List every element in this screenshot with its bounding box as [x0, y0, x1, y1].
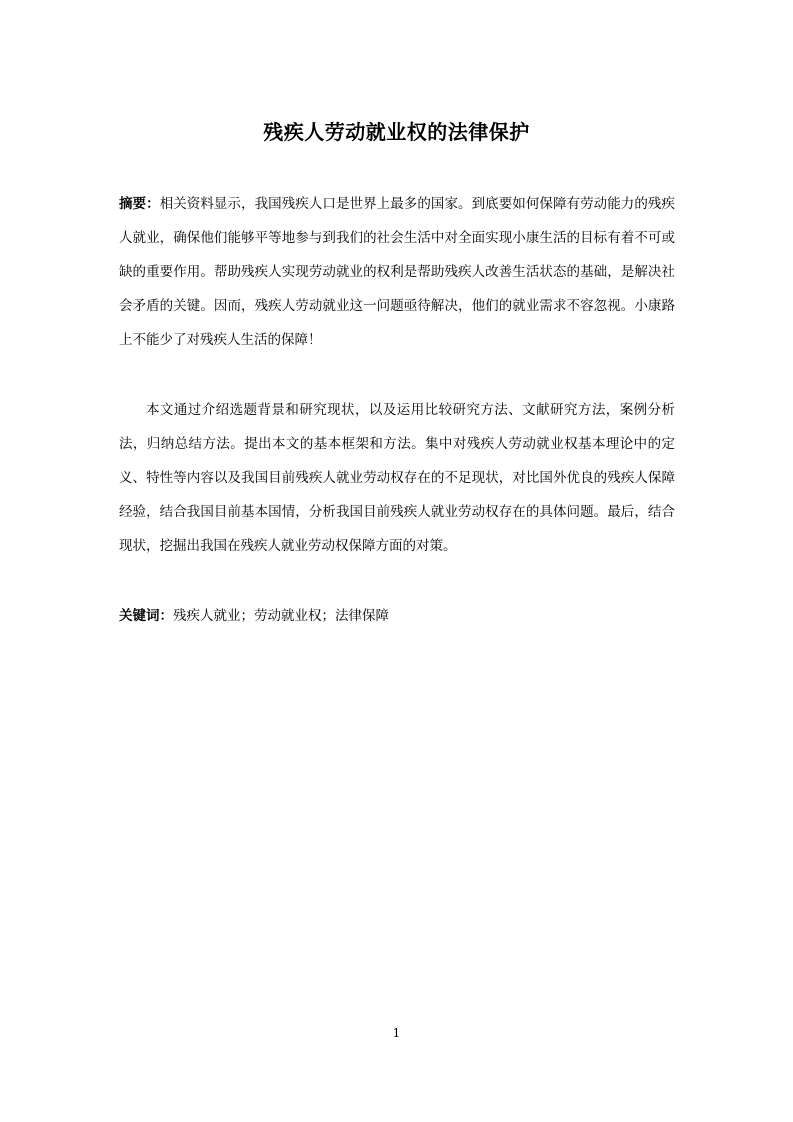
abstract-paragraph [119, 187, 675, 357]
keywords-line [119, 604, 675, 628]
keywords-label: 关键词： [119, 608, 173, 624]
page-number: 1 [392, 1026, 401, 1040]
abstract-text: 相关资料显示，我国残疾人口是世界上最多的国家。到底要如何保障有劳动能力的残疾人就业，确保他们能够平等地参与到我们的社会生活中对全面实现小康生活的目标有着不可或缺的重要作用。帮助残疾人实现劳动就业的权利是帮助残疾人改善生活状态的基础，是解决社会矛盾的关键。因而，残疾人劳动就业这一问题亟待解决，他们的就业需求不容忽视。小康路上不能少了对残疾人生活的保障！ [119, 196, 675, 348]
page-title: 残疾人劳动就业权的法律保护 [263, 120, 530, 144]
keywords-text: 残疾人就业；劳动就业权；法律保障 [173, 608, 389, 624]
abstract-label: 摘要： [119, 196, 160, 212]
body-paragraph: 本文通过介绍选题背景和研究现状，以及运用比较研究方法、文献研究方法，案例分析法，归纳总结方法。提出本文的基本框架和方法。集中对残疾人劳动就业权基本理论中的定义、特性等内容以及我国目前残疾人就业劳动权存在的不足现状，对比国外优良的残疾人保障经验，结合我国目前基本国情，分析我国目前残疾人就业劳动权存在的具体问题。最后，结合现状，挖掘出我国在残疾人就业劳动权保障方面的对策。 [119, 402, 675, 554]
